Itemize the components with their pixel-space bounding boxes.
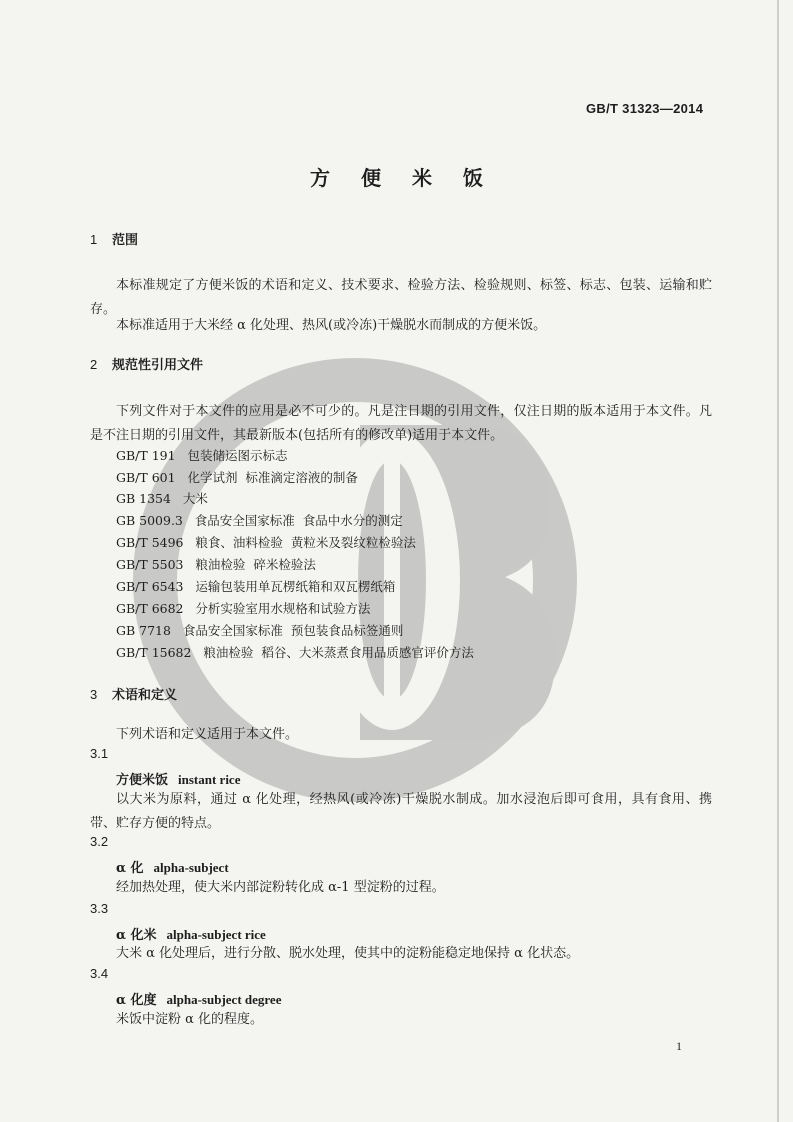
reference-item: GB/T 5496 粮食、油料检验 黄粒米及裂纹粒检验法 xyxy=(116,535,416,550)
term-title xyxy=(116,857,229,876)
section-number: 3 xyxy=(90,687,98,702)
term-definition: 以大米为原料，通过 α 化处理，经热风(或冷冻)干燥脱水制成。加水浸泡后即可食用，具有食用、携带、贮存方便的特点。 xyxy=(90,792,712,831)
reference-item: GB 5009.3 食品安全国家标准 食品中水分的测定 xyxy=(116,513,403,528)
reference-item: GB 1354 大米 xyxy=(116,491,208,506)
section-title: 术语和定义 xyxy=(112,688,178,703)
section-heading-scope xyxy=(90,229,138,248)
reference-item: GB/T 6543 运输包装用单瓦楞纸箱和双瓦楞纸箱 xyxy=(116,579,396,594)
references-intro-paragraph: 下列文件对于本文件的应用是必不可少的。凡是注日期的引用文件，仅注日期的版本适用于本文件。凡是不注日期的引用文件，其最新版本(包括所有的修改单)适用于本文件。 xyxy=(90,404,712,443)
scope-paragraph-1: 本标准规定了方便米饭的术语和定义、技术要求、检验方法、检验规则、标签、标志、包装、运输和贮存。 xyxy=(90,278,712,317)
term-english-name: alpha-subject xyxy=(153,860,229,875)
reference-item: GB/T 15682 粮油检验 稻谷、大米蒸煮食用品质感官评价方法 xyxy=(116,645,474,660)
page-number: 1 xyxy=(676,1039,682,1053)
standard-number: GB/T 31323—2014 xyxy=(586,101,704,116)
term-number: 3.4 xyxy=(90,966,109,981)
term-english-name: instant rice xyxy=(178,772,241,787)
document-title: 方 便 米 饭 xyxy=(310,166,495,190)
reference-item: GB/T 5503 粮油检验 碎米检验法 xyxy=(116,557,316,572)
section-number: 2 xyxy=(90,357,98,372)
term-number: 3.2 xyxy=(90,834,109,849)
term-definition: 大米 α 化处理后，进行分散、脱水处理，使其中的淀粉能稳定地保持 α 化状态。 xyxy=(116,946,580,961)
reference-item: GB/T 601 化学试剂 标准滴定溶液的制备 xyxy=(116,470,358,485)
term-definition: 米饭中淀粉 α 化的程度。 xyxy=(116,1012,264,1027)
term-chinese-name: 方便米饭 xyxy=(116,773,169,788)
term-number: 3.1 xyxy=(90,746,109,761)
term-title xyxy=(116,989,281,1008)
section-title: 规范性引用文件 xyxy=(112,358,204,373)
reference-item: GB 7718 食品安全国家标准 预包装食品标签通则 xyxy=(116,623,404,638)
term-chinese-name: α 化米 xyxy=(116,928,157,943)
term-title xyxy=(116,924,266,943)
section-number: 1 xyxy=(90,232,98,247)
reference-item: GB/T 191 包装储运图示标志 xyxy=(116,448,288,463)
section-heading-terms-definitions xyxy=(90,684,177,703)
reference-item: GB/T 6682 分析实验室用水规格和试验方法 xyxy=(116,601,371,616)
section-title: 范围 xyxy=(112,233,139,248)
term-chinese-name: α 化 xyxy=(116,861,144,876)
terms-intro-paragraph: 下列术语和定义适用于本文件。 xyxy=(116,727,299,742)
term-definition: 经加热处理，使大米内部淀粉转化成 α-1 型淀粉的过程。 xyxy=(116,880,445,895)
scope-paragraph-2: 本标准适用于大米经 α 化处理、热风(或冷冻)干燥脱水而制成的方便米饭。 xyxy=(116,318,547,333)
term-english-name: alpha-subject degree xyxy=(166,992,282,1007)
term-title xyxy=(116,769,240,788)
term-number: 3.3 xyxy=(90,901,109,916)
section-heading-normative-references xyxy=(90,354,203,373)
term-chinese-name: α 化度 xyxy=(116,993,157,1008)
term-english-name: alpha-subject rice xyxy=(166,927,266,942)
